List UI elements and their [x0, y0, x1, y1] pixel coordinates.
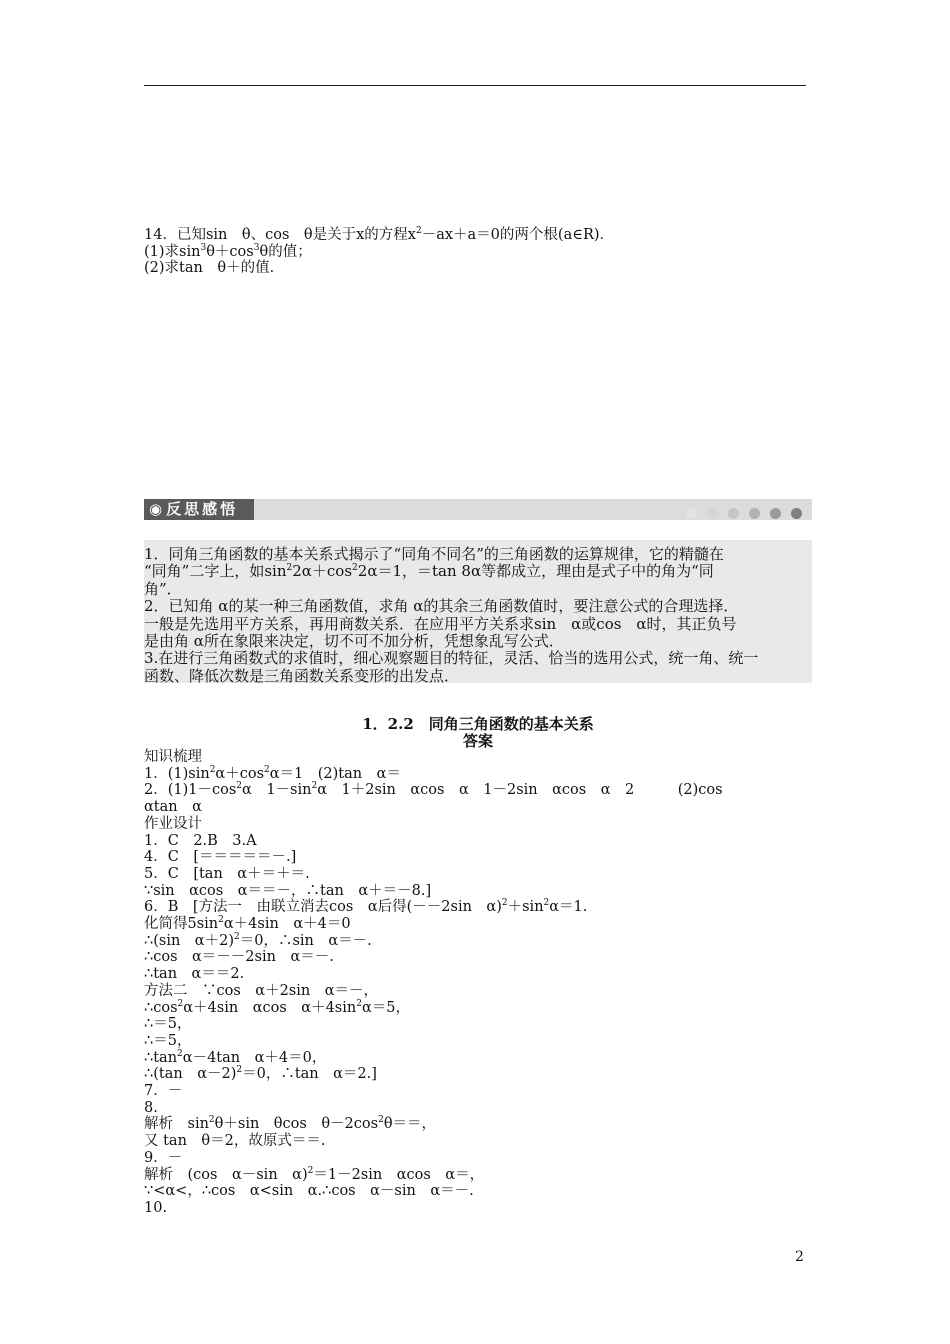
dot-icon [686, 508, 697, 519]
dot-icon [707, 508, 718, 519]
reflection-line: 3.在进行三角函数式的求值时，细心观察题目的特征，灵活、恰当的选用公式，统一角、统一 [144, 649, 759, 668]
reflection-box [144, 540, 812, 683]
reflection-banner [144, 499, 812, 520]
answer-line: $\therefore\tan^2\alpha-4\tan$ α＋4＝0， [144, 1048, 327, 1066]
header-rule [144, 85, 806, 86]
answer-line: 1．C 2.B 3.A [144, 832, 257, 849]
answer-line: 6．B [方法一 由联立消去cos α后得(－－2sin $\alpha)^2+\sin^2\alpha=1$. [144, 898, 588, 916]
page-number: 2 [795, 1249, 804, 1265]
answer-line: ∴tan α＝＝2. [144, 966, 245, 983]
answer-line: 作业设计 [144, 815, 202, 832]
answer-line: ∵sin αcos α＝＝－，∴tan α＋＝－8.] [144, 882, 432, 899]
reflection-line: 角”． [144, 579, 182, 598]
problem-14 [144, 227, 812, 277]
answer-line: ∴＝5， [144, 1016, 192, 1033]
dot-icon [749, 508, 760, 519]
answers-title: 1．2.2 同角三角函数的基本关系 [362, 715, 594, 733]
answer-line: 解析 $\sin^2\theta+\sin$ θcos $\theta-2\cos^2\theta==$， [144, 1115, 437, 1133]
answer-line: 9．－ [144, 1149, 183, 1166]
answers-heading [144, 716, 812, 750]
dot-icon [791, 508, 802, 519]
problem-14-part1: (1)求$\sin^3\theta+\cos^3\theta$的值； [144, 242, 312, 260]
decorative-dots [676, 504, 802, 515]
answer-line: 10. [144, 1199, 168, 1216]
dot-icon [728, 508, 739, 519]
reflection-line: “同角”二字上，如$\sin^22\alpha+\cos^22\alpha=1$，＝tan 8α等都成立，理由是式子中的角为“同 [144, 562, 714, 581]
reflection-line: 一般是先选用平方关系，再用商数关系．在应用平方关系求sin α或cos α时，其正负号 [144, 614, 737, 633]
answer-line: 4．C [＝＝＝＝＝－.] [144, 849, 297, 866]
answers-subtitle: 答案 [462, 732, 493, 750]
reflection-line: 函数、降低次数是三角函数关系变形的出发点． [144, 666, 460, 685]
banner-tab [144, 499, 254, 520]
answer-line: 化简得$5\sin^2\alpha+4\sin$ α＋4＝0 [144, 915, 351, 933]
reflection-line: 2．已知角 α的某一种三角函数值，求角 α的其余三角函数值时，要注意公式的合理选择． [144, 597, 739, 616]
answer-line: 8. [144, 1099, 158, 1116]
banner-title: 反思感悟 [166, 500, 239, 518]
answer-line: ∵<α<，∴cos α<sin α.∴cos α－sin α＝－. [144, 1183, 474, 1200]
answer-line: 7．－ [144, 1083, 183, 1100]
reflection-text [144, 546, 808, 685]
answer-line: 又 tan θ＝2，故原式＝＝. [144, 1133, 326, 1150]
answer-line: 方法二 ∵cos α＋2sin α＝－， [144, 982, 379, 999]
dot-icon [770, 508, 781, 519]
answer-line: ∴(sin α＋2)$^2$＝0，∴sin α＝－. [144, 931, 372, 949]
answer-line: $\therefore\cos^2\alpha+4\sin$ αcos $\alpha+4\sin^2\alpha=5$， [144, 998, 410, 1016]
answer-line: αtan α [144, 799, 202, 816]
reflection-line: 1．同角三角函数的基本关系式揭示了“同角不同名”的三角函数的运算规律，它的精髓在 [144, 545, 724, 563]
answer-line: ∴cos α＝－－2sin α＝－. [144, 949, 334, 966]
answer-line: 2．$(1)1-\cos^2\alpha$ $1-\sin^2\alpha$ 1＋2sin αcos α 1－2sin αcos α 2 (2)cos [144, 781, 723, 799]
answers-body [144, 749, 812, 1217]
target-icon: ◉ [149, 500, 163, 518]
answer-line: 1．$(1)\sin^2\alpha+\cos^2\alpha=1$ (2)tan α＝ [144, 764, 401, 782]
problem-14-stem: 14．已知sin θ、cos θ是关于x的方程$x^2-ax+a=0$的两个根(a∈R)． [144, 226, 615, 243]
answer-line: ∴(tan α－2)$^2$＝0，∴tan α＝2.] [144, 1065, 377, 1083]
answer-line: 5．C [tan α＋＝＋＝. [144, 865, 310, 882]
reflection-line: 是由角 α所在象限来决定，切不可不加分析，凭想象乱写公式． [144, 632, 564, 651]
problem-14-part2: (2)求tan θ＋的值． [144, 260, 285, 277]
answer-line: ∴＝5， [144, 1032, 192, 1049]
answer-line: 知识梳理 [144, 749, 202, 765]
answer-line: 解析 (cos α－sin α)$^2$＝1－2sin αcos α＝， [144, 1165, 485, 1183]
